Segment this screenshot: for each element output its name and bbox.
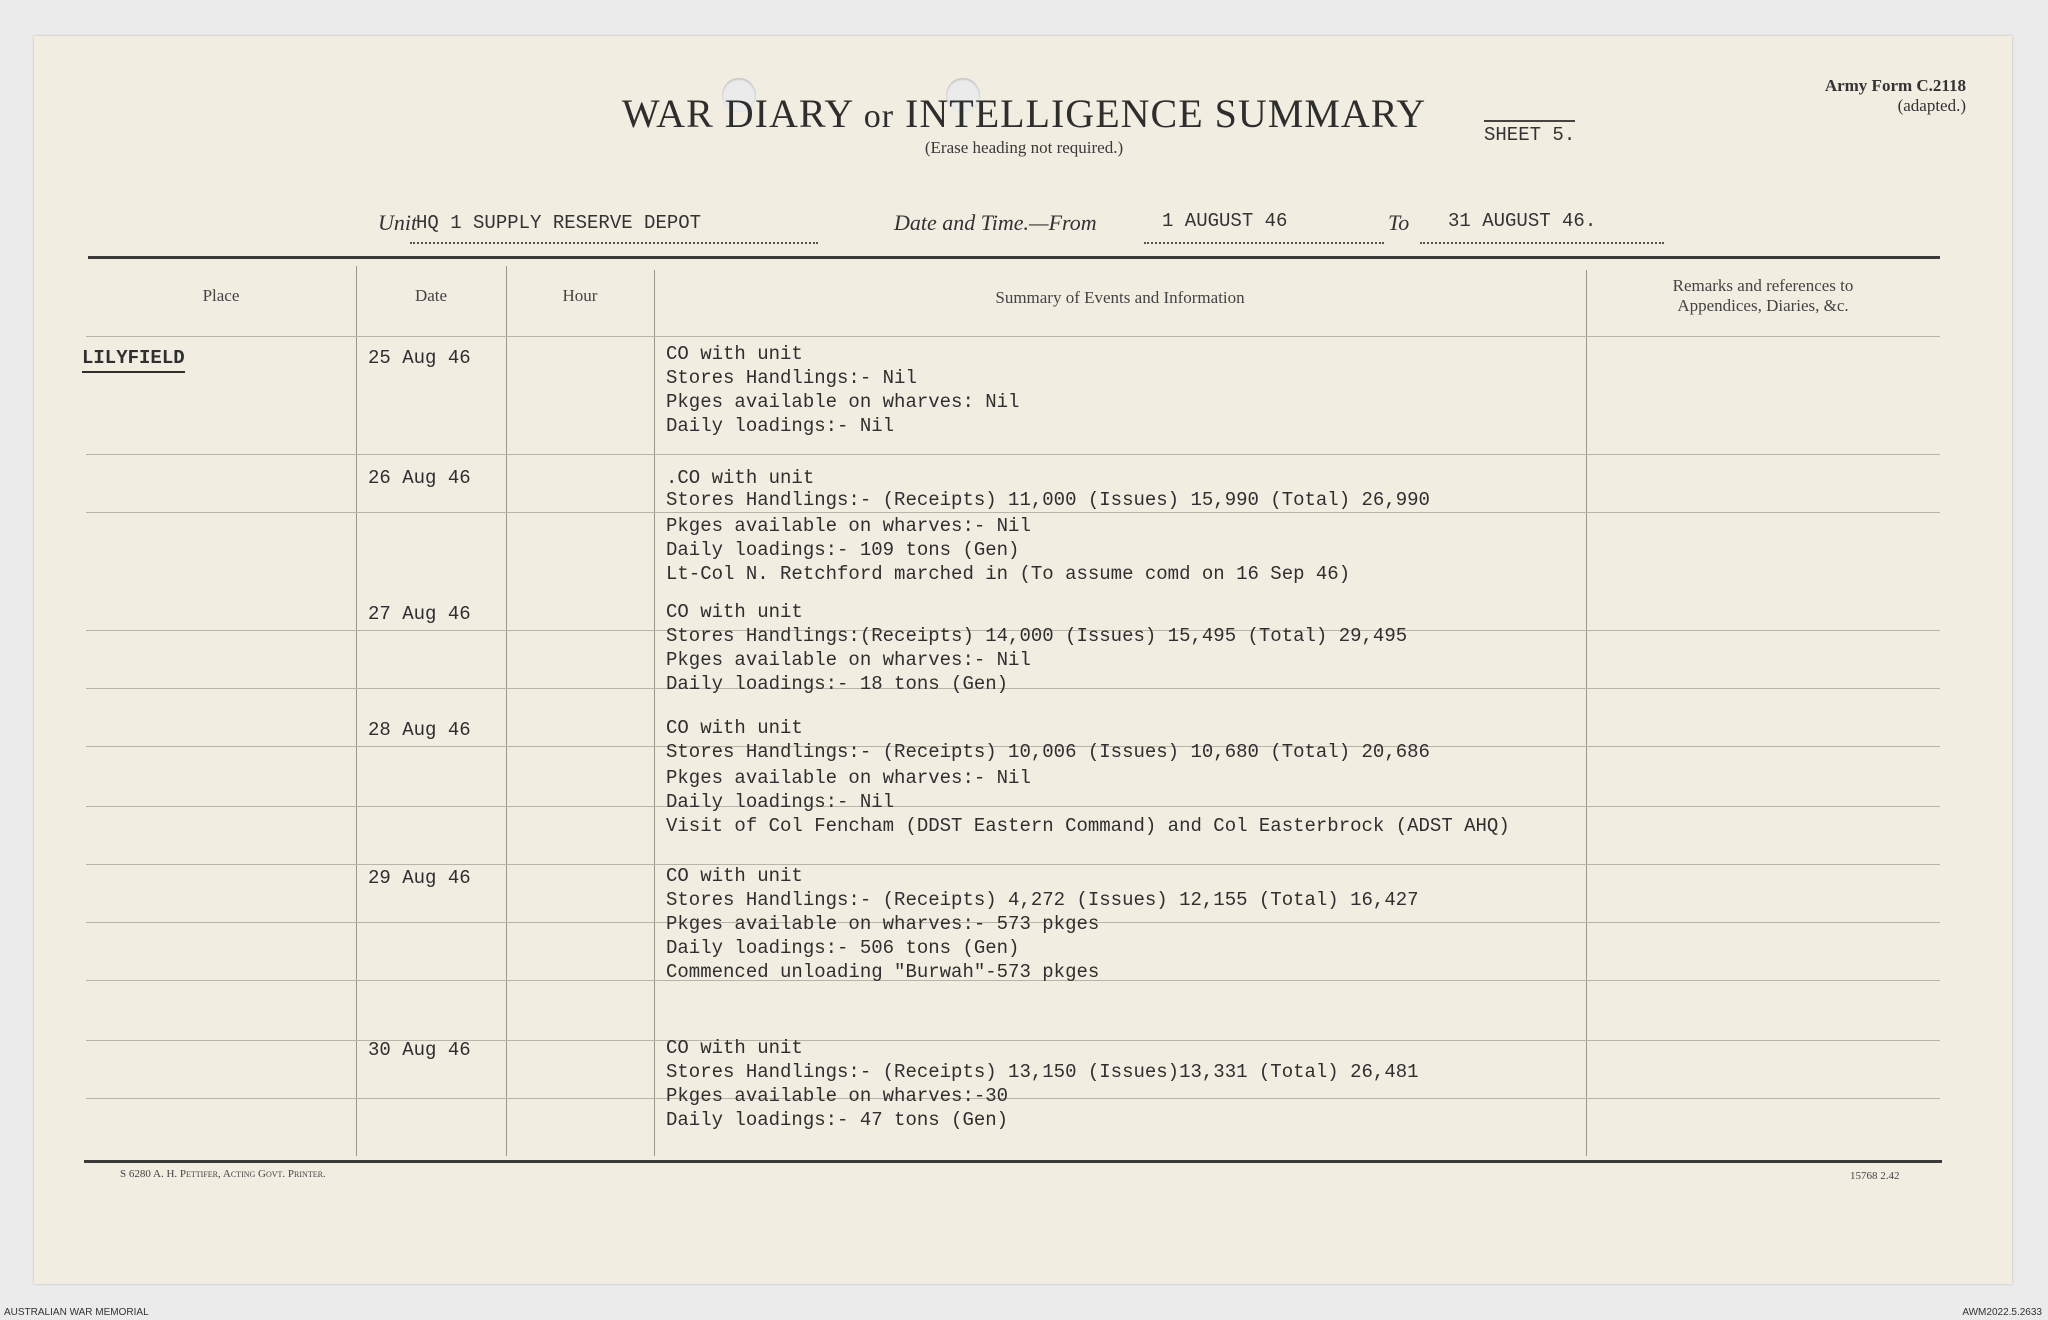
column-divider	[1586, 270, 1587, 1156]
entry-date: 28 Aug 46	[368, 719, 471, 741]
table-row-line	[86, 1040, 1940, 1041]
entry-line: Stores Handlings:- (Receipts) 11,000 (Issues) 15,990 (Total) 26,990	[666, 489, 1430, 511]
subtitle: (Erase heading not required.)	[924, 138, 1124, 157]
column-divider	[506, 266, 507, 1156]
header-date: Date	[414, 286, 448, 305]
form-print-code: 15768 2.42	[1850, 1170, 1900, 1182]
entry-line: Stores Handlings:- (Receipts) 10,006 (Issues) 10,680 (Total) 20,686	[666, 741, 1430, 763]
page-title: WAR DIARY or INTELLIGENCE SUMMARY	[621, 91, 1427, 136]
entry-line: Daily loadings:- 506 tons (Gen)	[666, 937, 1020, 959]
army-form-label: Army Form C.2118 (adapted.)	[1824, 76, 1966, 115]
unit-label: Unit	[378, 210, 418, 235]
entry-line: CO with unit	[666, 865, 803, 887]
date-to-value: 31 AUGUST 46.	[1448, 210, 1597, 232]
entry-line: .CO with unit	[666, 467, 815, 489]
entry-line: CO with unit	[666, 343, 803, 365]
entry-line: Pkges available on wharves:-30	[666, 1085, 1009, 1107]
entry-date: 26 Aug 46	[368, 467, 471, 489]
table-row-line	[86, 1098, 1940, 1099]
entry-line: Daily loadings:- 47 tons (Gen)	[666, 1109, 1009, 1131]
entry-line: Pkges available on wharves:- Nil	[666, 515, 1031, 537]
header-summary: Summary of Events and Information	[995, 288, 1245, 307]
printer-imprint: S 6280 A. H. Pettifer, Acting Govt. Printer.	[120, 1168, 326, 1180]
table-row-line	[86, 512, 1940, 513]
to-label: To	[1388, 210, 1410, 235]
archive-caption-bar	[0, 1306, 2048, 1320]
entry-line: Pkges available on wharves:- 573 pkges	[666, 913, 1100, 935]
entry-line: Stores Handlings:- Nil	[666, 367, 917, 389]
entry-line: Pkges available on wharves: Nil	[666, 391, 1020, 413]
archive-name: AUSTRALIAN WAR MEMORIAL	[4, 1307, 149, 1318]
unit-value: HQ 1 SUPPLY RESERVE DEPOT	[416, 212, 702, 234]
entry-date: 29 Aug 46	[368, 867, 471, 889]
entry-line: Visit of Col Fencham (DDST Eastern Command) and Col Easterbrock (ADST AHQ)	[666, 815, 1510, 837]
table-row-line	[86, 688, 1940, 689]
entry-line: Daily loadings:- 18 tons (Gen)	[666, 673, 1009, 695]
table-bottom-rule	[84, 1160, 1942, 1163]
date-to-field	[1420, 210, 1664, 244]
header-remarks: Remarks and references to Appendices, Diaries, &c.	[1672, 276, 1854, 315]
date-from-field	[1144, 210, 1384, 244]
table-row-line	[86, 454, 1940, 455]
entry-line: Stores Handlings:(Receipts) 14,000 (Issues) 15,495 (Total) 29,495	[666, 625, 1408, 647]
entry-line: Daily loadings:- Nil	[666, 415, 895, 437]
archive-id: AWM2022.5.2633	[1962, 1307, 2042, 1318]
sheet-number: SHEET 5.	[1484, 120, 1575, 146]
date-label: Date and Time.—From	[894, 210, 1097, 235]
header-hour: Hour	[562, 286, 598, 305]
entry-line: Lt-Col N. Retchford marched in (To assume comd on 16 Sep 46)	[666, 563, 1351, 585]
column-divider	[654, 270, 655, 1156]
entry-date: 27 Aug 46	[368, 603, 471, 625]
entry-date: 25 Aug 46	[368, 347, 471, 369]
entry-line: CO with unit	[666, 1037, 803, 1059]
column-divider	[356, 266, 357, 1156]
entry-line: Commenced unloading "Burwah"-573 pkges	[666, 961, 1100, 983]
table-row-line	[86, 864, 1940, 865]
unit-field	[410, 212, 818, 244]
table-row-line	[86, 336, 1940, 337]
date-from-value: 1 AUGUST 46	[1162, 210, 1288, 232]
entry-line: CO with unit	[666, 717, 803, 739]
entry-line: CO with unit	[666, 601, 803, 623]
entry-date: 30 Aug 46	[368, 1039, 471, 1061]
header-place: Place	[202, 286, 240, 305]
place-name: LILYFIELD	[82, 346, 185, 373]
entry-line: Stores Handlings:- (Receipts) 13,150 (Issues)13,331 (Total) 26,481	[666, 1061, 1419, 1083]
entry-line: Pkges available on wharves:- Nil	[666, 767, 1031, 789]
entry-line: Daily loadings:- 109 tons (Gen)	[666, 539, 1020, 561]
entry-line: Stores Handlings:- (Receipts) 4,272 (Issues) 12,155 (Total) 16,427	[666, 889, 1419, 911]
entry-line: Pkges available on wharves:- Nil	[666, 649, 1031, 671]
entry-line: Daily loadings:- Nil	[666, 791, 895, 813]
table-row-line	[86, 806, 1940, 807]
table-top-rule	[88, 256, 1940, 259]
